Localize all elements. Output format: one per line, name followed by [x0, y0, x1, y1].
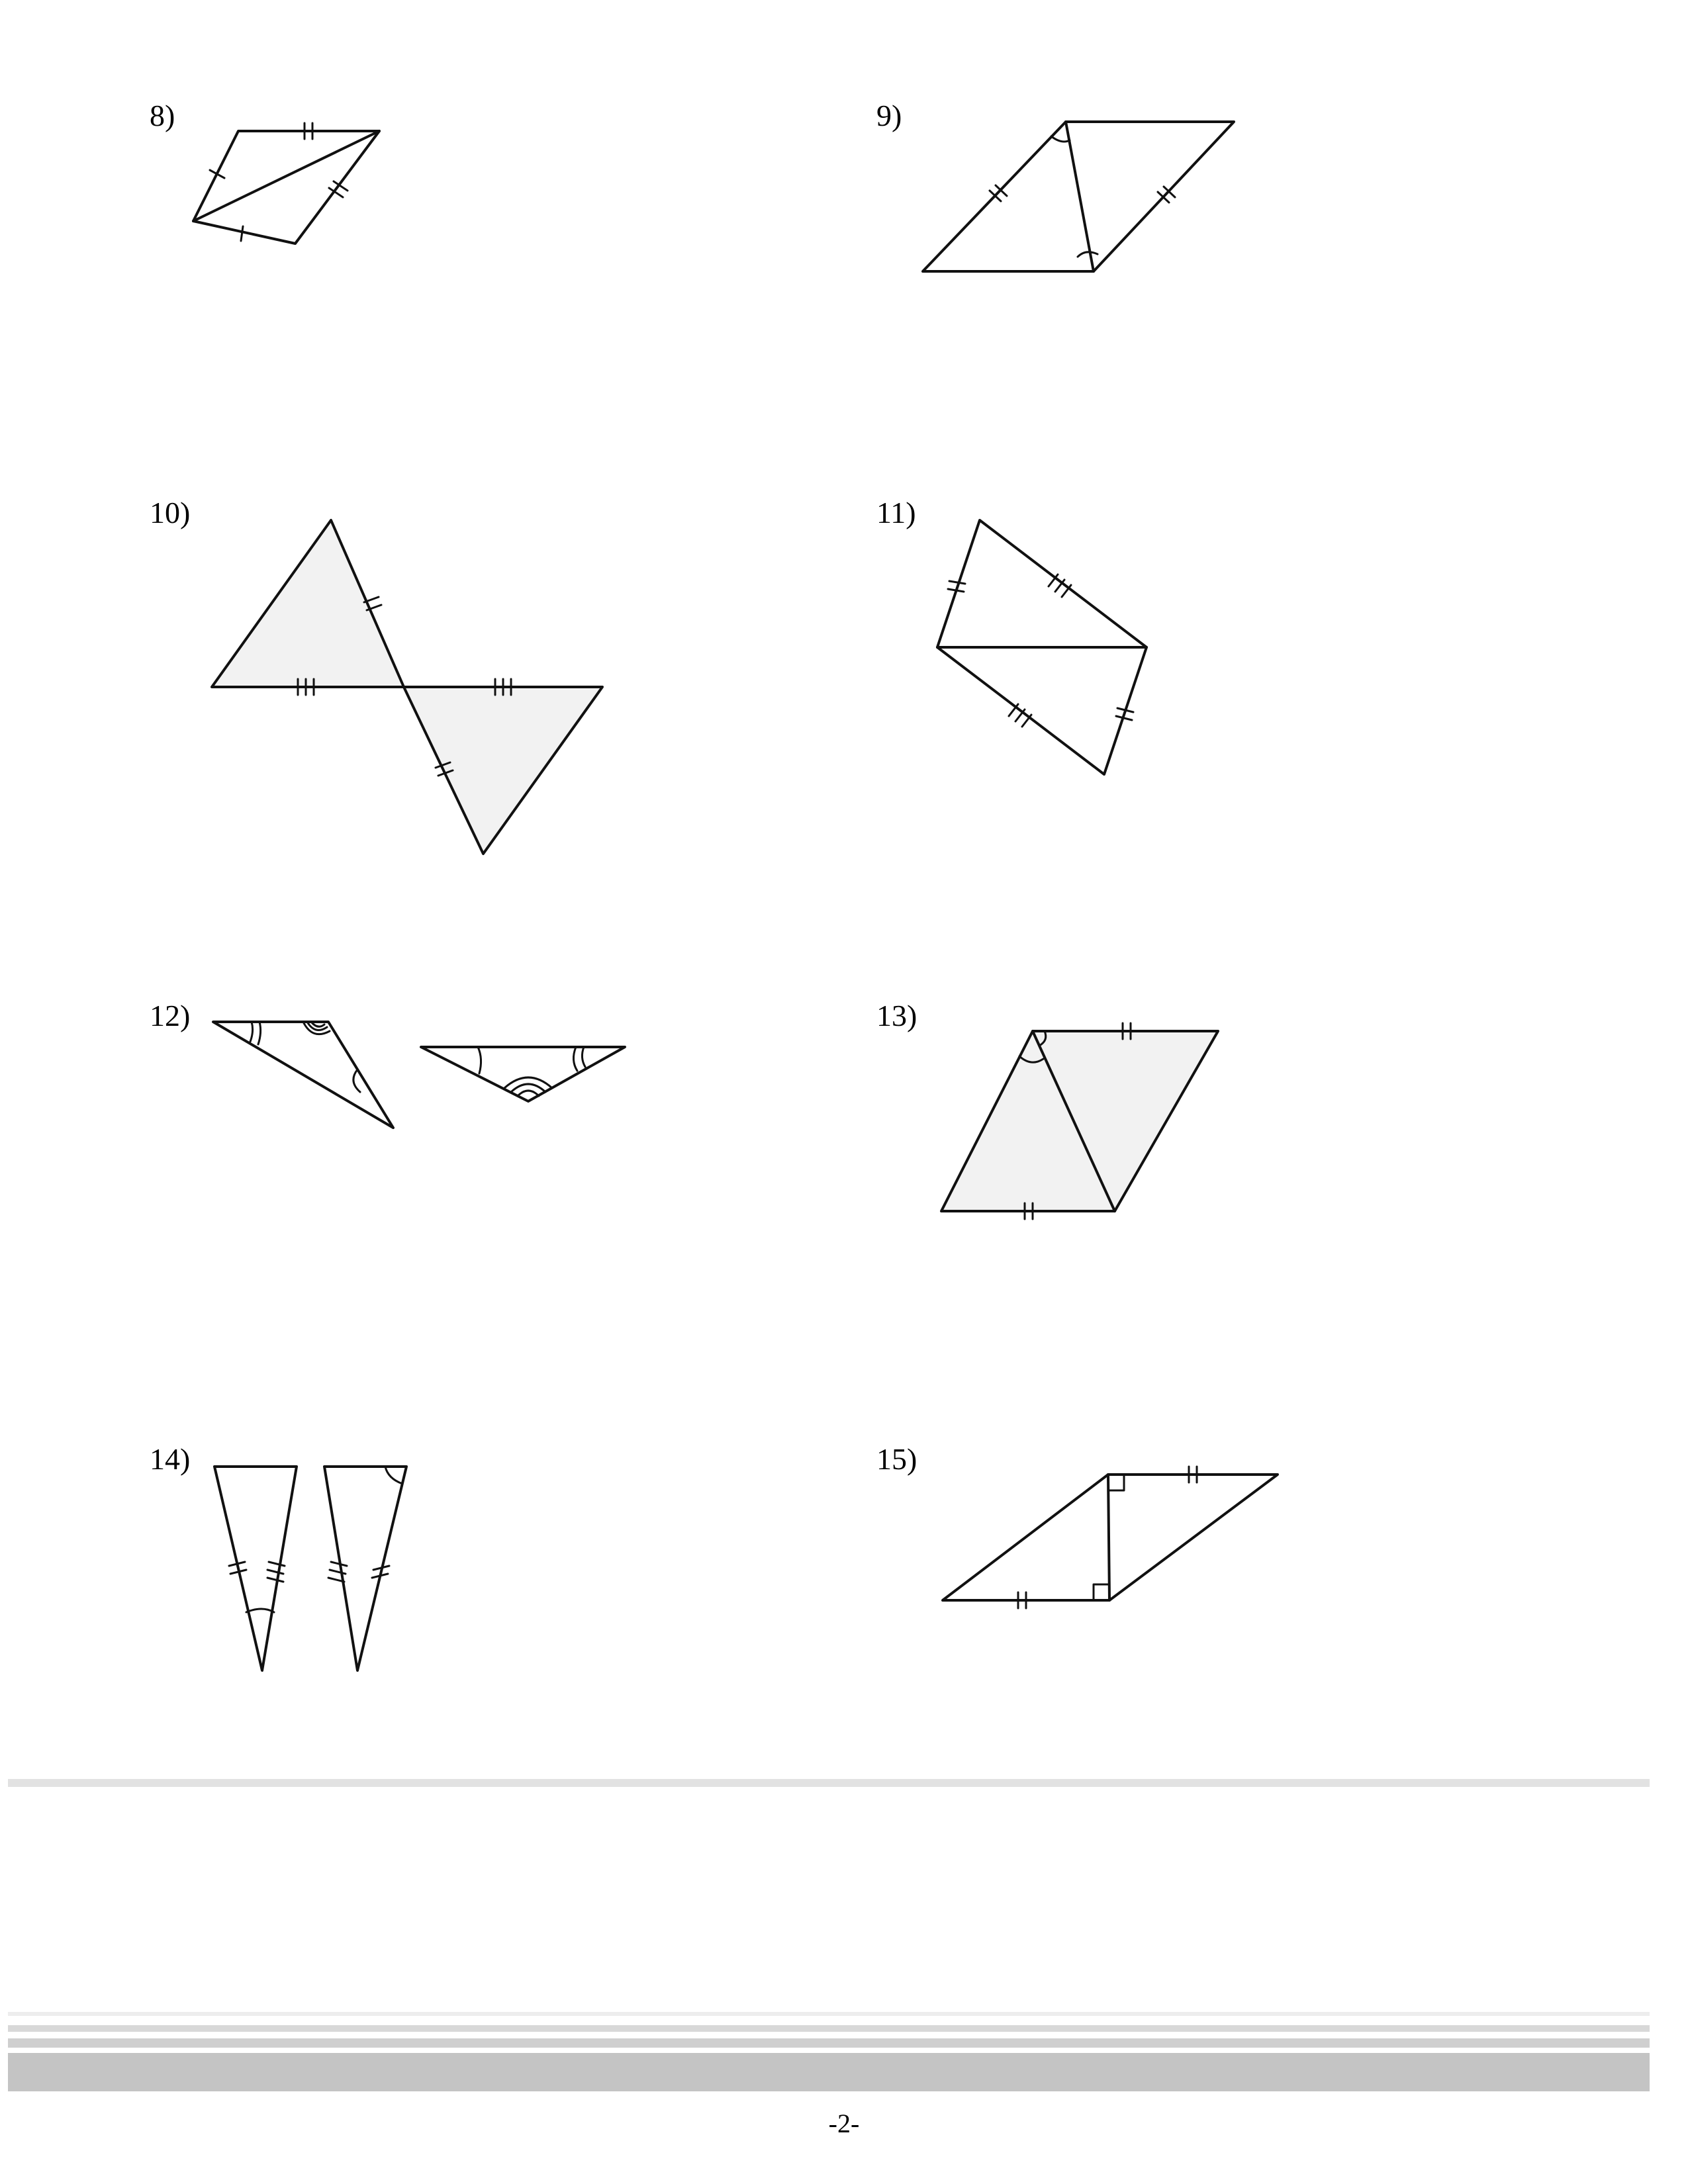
scan-band — [8, 2053, 1650, 2091]
scan-band — [8, 2012, 1650, 2016]
figure-15-parallelogram — [927, 1456, 1297, 1628]
figure-10-bowtie — [199, 510, 622, 867]
figure-14-isosceles-triangles — [205, 1456, 424, 1681]
scan-band — [8, 2038, 1650, 2048]
problem-number: 10) — [150, 496, 191, 529]
figure-13-parallelogram — [927, 1013, 1231, 1224]
page-number: -2- — [828, 2109, 860, 2138]
problem-number: 13) — [876, 999, 917, 1032]
problem-number: 8) — [150, 99, 175, 132]
figure-11-kite — [927, 510, 1165, 788]
problem-number: 14) — [150, 1442, 191, 1476]
problem-number: 15) — [876, 1442, 917, 1476]
scan-band — [8, 1779, 1650, 1787]
figure-9-parallelogram — [914, 113, 1244, 278]
problem-number: 12) — [150, 999, 191, 1032]
problem-number: 11) — [876, 496, 916, 529]
figure-8-rhombus — [179, 113, 397, 258]
figure-12-triangles — [205, 1013, 649, 1145]
scan-band — [8, 2025, 1650, 2032]
problem-number: 9) — [876, 99, 902, 132]
